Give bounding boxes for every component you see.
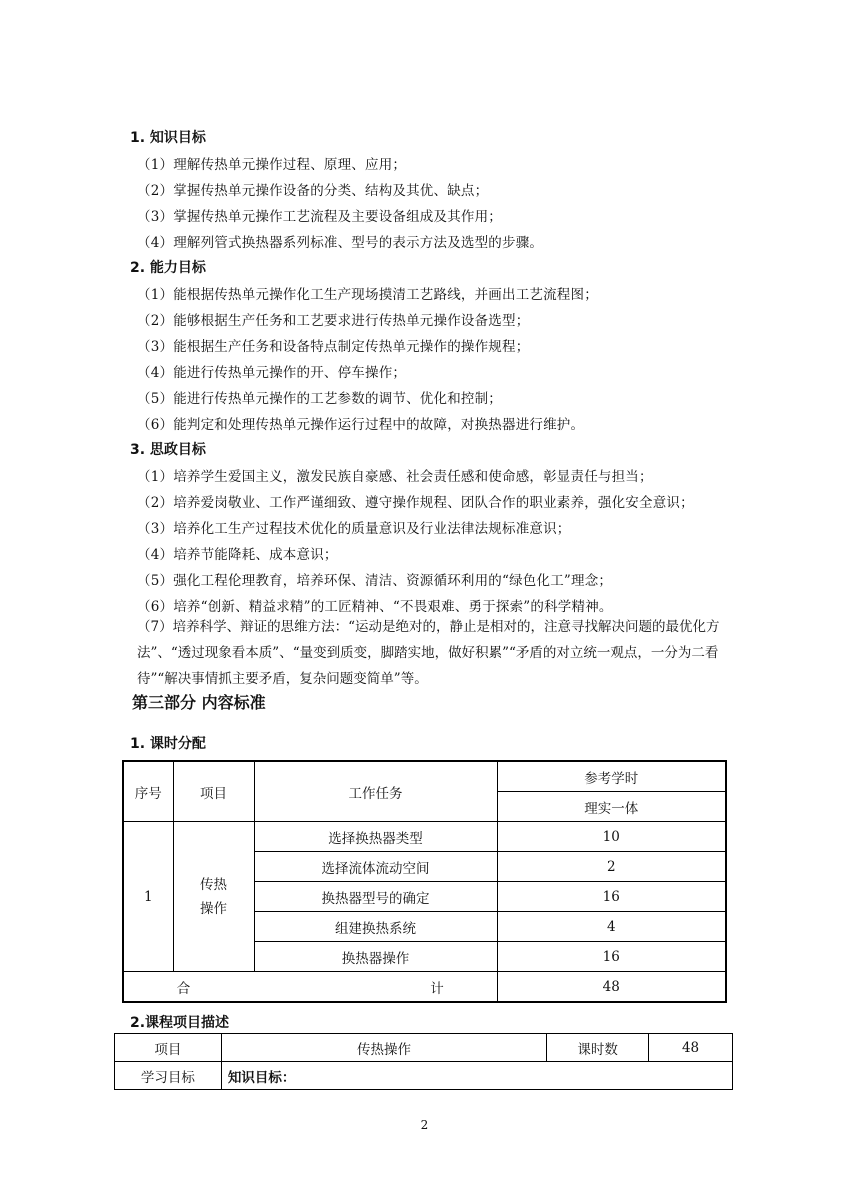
header-ref-hours: 参考学时 — [497, 761, 726, 792]
ideology-item-7: （7）培养科学、辩证的思维方法：“运动是绝对的，静止是相对的，注意寻找解决问题的最优化方法”、“透过现象看本质”、“量变到质变，脚踏实地，做好积累”“矛盾的对立统一观点，一分为二看待”“解决事情抓主要矛盾，复杂问题变简单”等。 — [137, 619, 720, 687]
table-total-row — [123, 972, 726, 1003]
header-seq: 序号 — [123, 761, 173, 822]
total-label — [123, 972, 497, 1003]
knowledge-item-4: （4）理解列管式换热器系列标准、型号的表示方法及选型的步骤。 — [137, 235, 544, 251]
ability-item-6: （6）能判定和处理传热单元操作运行过程中的故障，对换热器进行维护。 — [137, 417, 585, 433]
hours-label: 课时数 — [547, 1034, 649, 1062]
total-label-left: 合 — [176, 980, 191, 997]
ideology-item-5: （5）强化工程伦理教育，培养环保、清洁、资源循环利用的“绿色化工”理念； — [137, 573, 613, 589]
cell-hours: 4 — [497, 912, 726, 942]
page-number: 2 — [420, 1118, 429, 1132]
cell-task: 组建换热系统 — [254, 912, 497, 942]
cell-task: 选择流体流动空间 — [254, 852, 497, 882]
cell-task: 选择换热器类型 — [254, 822, 497, 852]
part3-title: 第三部分 内容标准 — [132, 693, 266, 712]
cell-hours: 10 — [497, 822, 726, 852]
cell-hours: 2 — [497, 852, 726, 882]
table-row — [115, 1062, 733, 1090]
knowledge-heading: 1. 知识目标 — [130, 130, 206, 146]
ideology-item-4: （4）培养节能降耗、成本意识； — [137, 547, 338, 563]
total-hours: 48 — [497, 972, 726, 1003]
hours-heading: 1. 课时分配 — [130, 736, 206, 752]
project-desc-table — [114, 1033, 733, 1090]
cell-seq: 1 — [123, 822, 173, 972]
cell-project: 传热 操作 — [173, 822, 254, 972]
cell-task: 换热器操作 — [254, 942, 497, 972]
project-value: 传热操作 — [221, 1034, 546, 1062]
knowledge-item-3: （3）掌握传热单元操作工艺流程及主要设备组成及其作用； — [137, 209, 502, 225]
ability-item-5: （5）能进行传热单元操作的工艺参数的调节、优化和控制； — [137, 391, 502, 407]
cell-hours: 16 — [497, 942, 726, 972]
header-integrated: 理实一体 — [497, 792, 726, 822]
ability-item-3: （3）能根据生产任务和设备特点制定传热单元操作的操作规程； — [137, 339, 530, 355]
cell-hours: 16 — [497, 882, 726, 912]
ideology-heading: 3. 思政目标 — [130, 442, 206, 458]
ideology-item-3: （3）培养化工生产过程技术优化的质量意识及行业法律法规标准意识； — [137, 521, 571, 537]
ideology-item-6: （6）培养“创新、精益求精”的工匠精神、“不畏艰难、勇于探索”的科学精神。 — [137, 599, 613, 615]
ability-item-1: （1）能根据传热单元操作化工生产现场摸清工艺路线，并画出工艺流程图； — [137, 287, 598, 303]
knowledge-item-2: （2）掌握传热单元操作设备的分类、结构及其优、缺点； — [137, 183, 489, 199]
ideology-item-1: （1）培养学生爱国主义，激发民族自豪感、社会责任感和使命感，彰显责任与担当； — [137, 469, 653, 485]
hours-table — [122, 760, 727, 1003]
ability-heading: 2. 能力目标 — [130, 260, 206, 276]
goal-label: 学习目标 — [115, 1062, 222, 1090]
ability-item-4: （4）能进行传热单元操作的开、停车操作； — [137, 365, 407, 381]
header-task: 工作任务 — [254, 761, 497, 822]
ideology-item-2: （2）培养爱岗敬业、工作严谨细致、遵守操作规程、团队合作的职业素养，强化安全意识； — [137, 495, 694, 511]
project-label: 项目 — [115, 1034, 222, 1062]
header-project: 项目 — [173, 761, 254, 822]
table-header-row — [123, 761, 726, 792]
desc-heading: 2.课程项目描述 — [130, 1015, 230, 1031]
cell-task: 换热器型号的确定 — [254, 882, 497, 912]
goal-value: 知识目标： — [221, 1062, 732, 1090]
hours-value: 48 — [649, 1034, 733, 1062]
ability-item-2: （2）能够根据生产任务和工艺要求进行传热单元操作设备选型； — [137, 313, 530, 329]
table-row — [115, 1034, 733, 1062]
table-row — [123, 822, 726, 852]
total-label-right: 计 — [430, 980, 444, 997]
knowledge-item-1: （1）理解传热单元操作过程、原理、应用； — [137, 157, 407, 173]
